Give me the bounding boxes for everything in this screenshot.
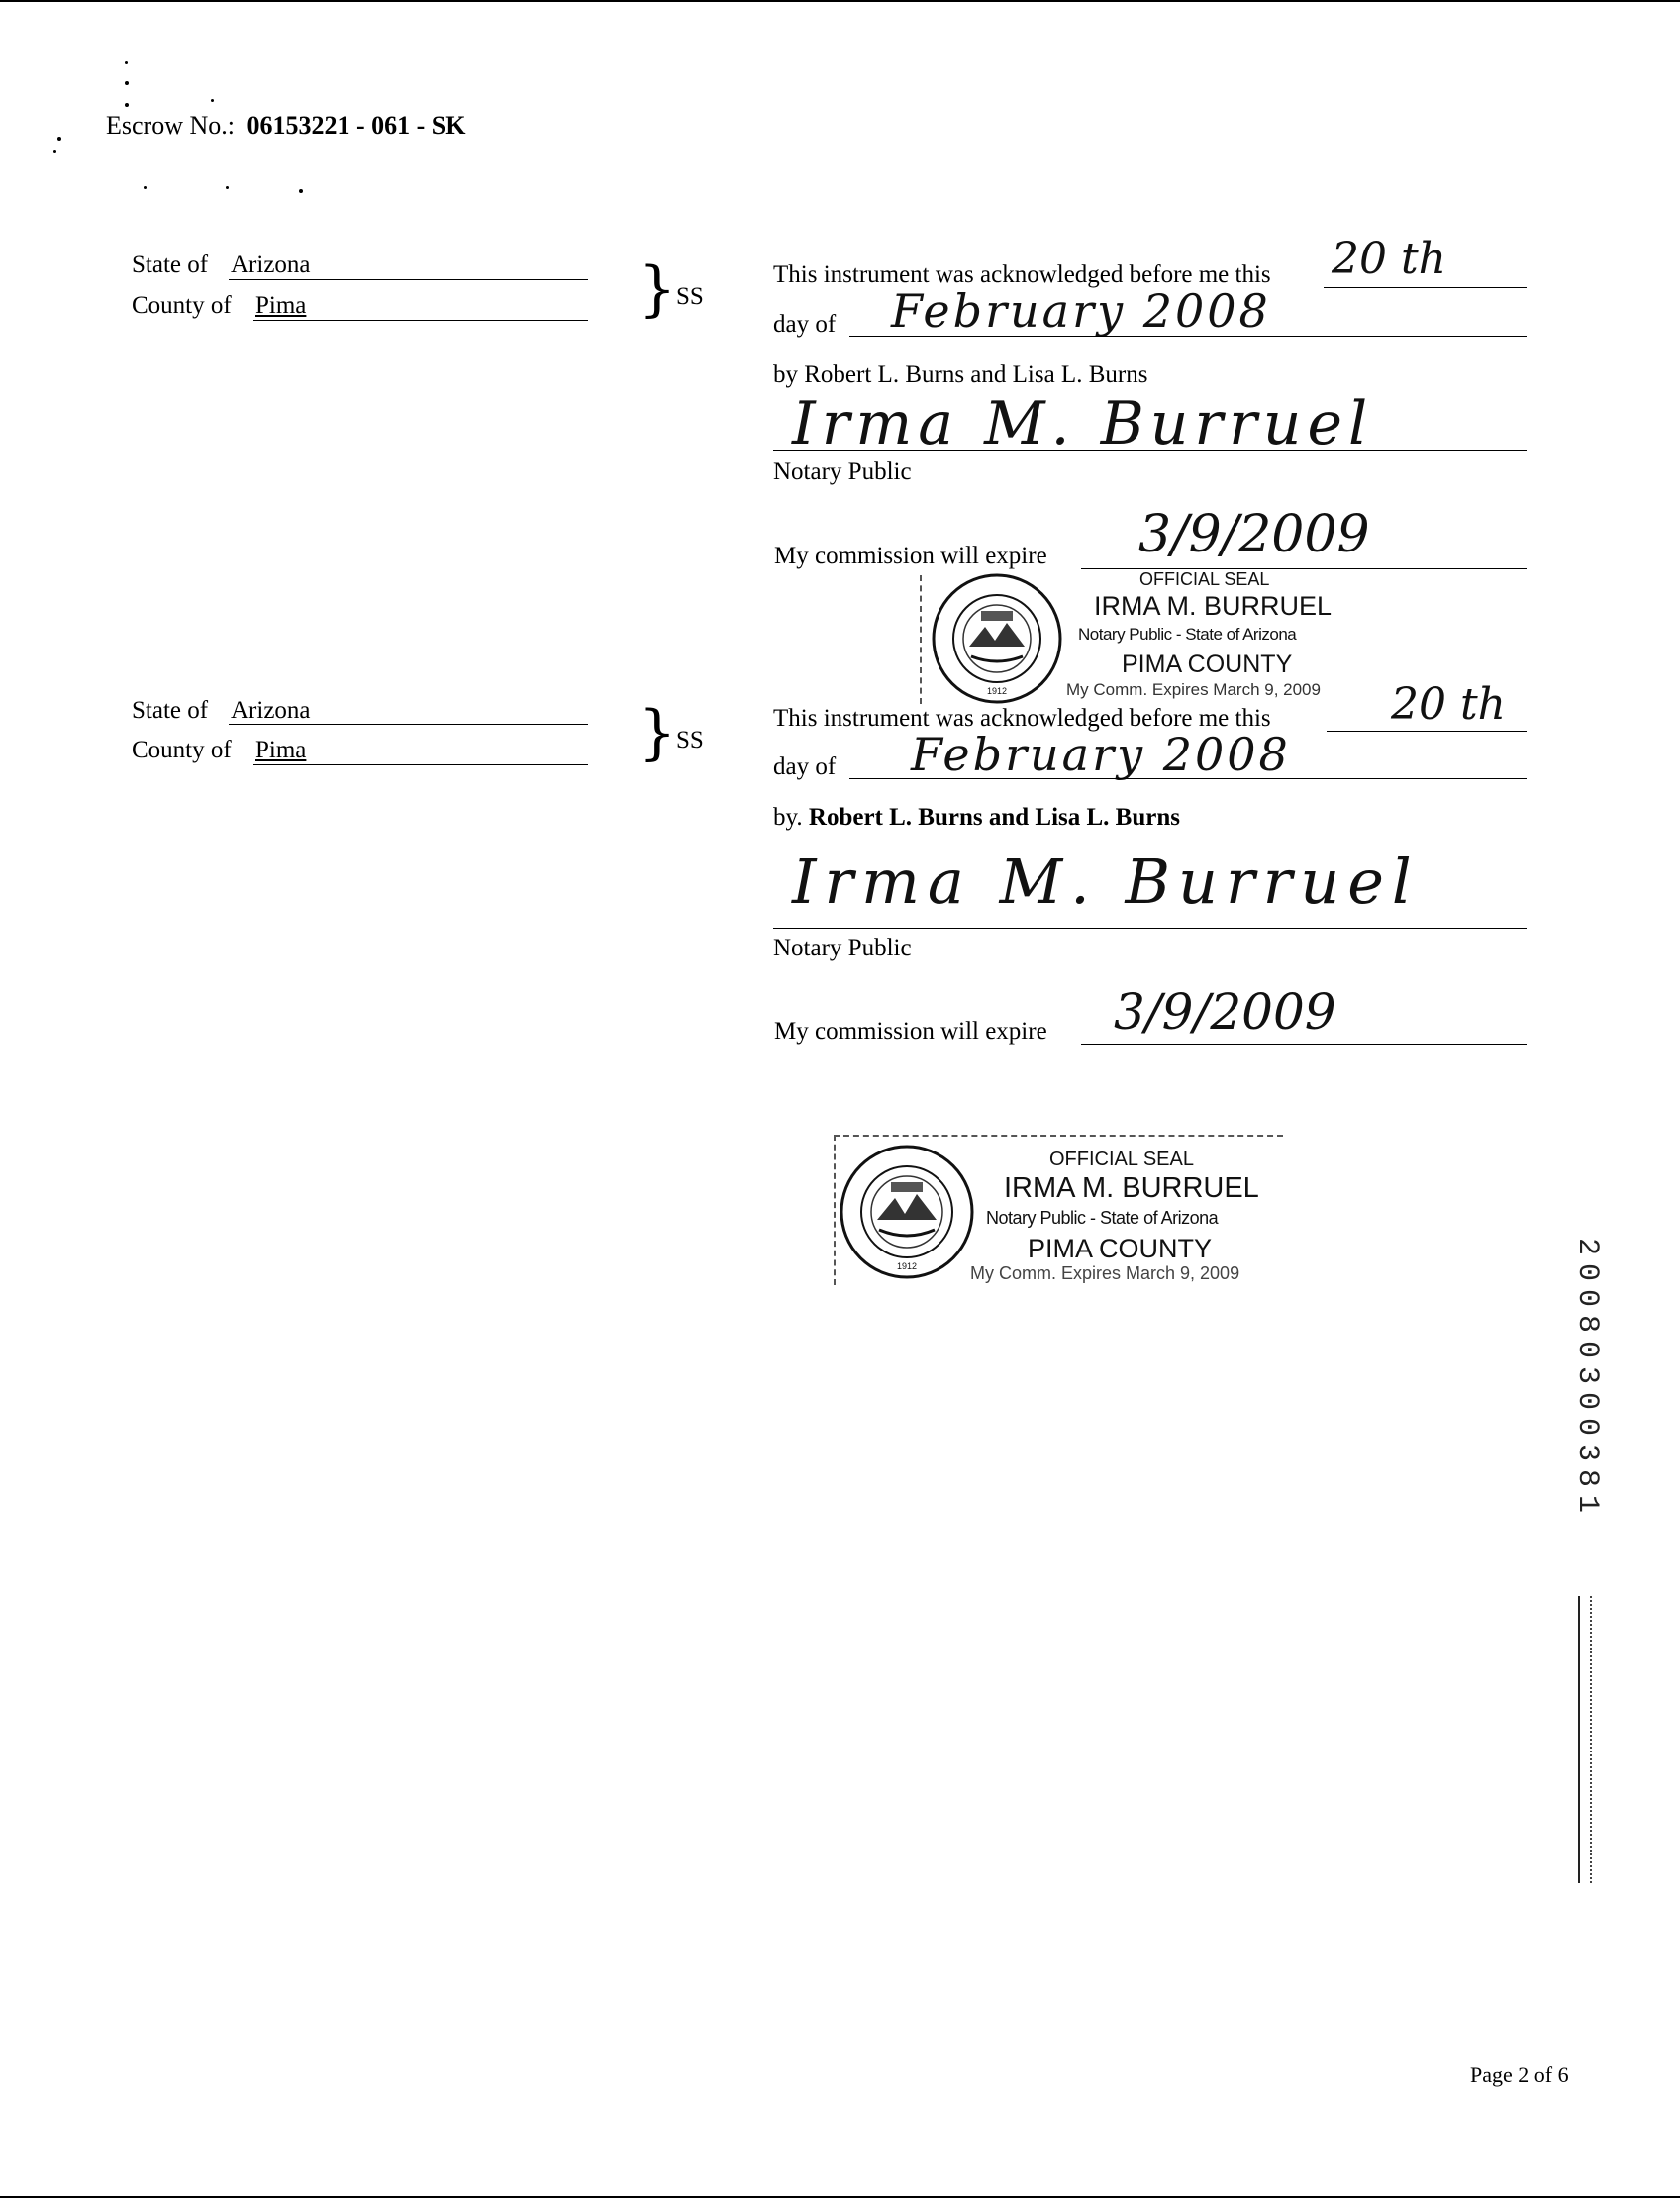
scan-border-bottom	[0, 2196, 1680, 2198]
notary-public-label: Notary Public	[773, 458, 912, 485]
escrow-line	[106, 111, 465, 141]
by-names: Robert L. Burns and Lisa L. Burns	[808, 804, 1180, 831]
state-underline	[229, 724, 588, 725]
notary-seal-2	[824, 1135, 1289, 1288]
commission-label: My commission will expire	[774, 543, 1047, 569]
commission-handwritten: 3/9/2009	[1138, 505, 1370, 564]
county-underline	[253, 764, 588, 765]
seal-expires: My Comm. Expires March 9, 2009	[1066, 680, 1321, 699]
commission-underline	[1081, 1044, 1527, 1045]
scan-speck	[57, 137, 61, 141]
seal-title: Notary Public - State of Arizona	[1078, 625, 1297, 644]
signature-underline	[773, 450, 1527, 451]
day-of-underline	[849, 778, 1527, 779]
scan-speck	[125, 81, 129, 85]
side-recording-stamp	[1570, 1238, 1604, 1521]
page-number: Page 2 of 6	[1470, 2062, 1569, 2087]
notary-public-label: Notary Public	[773, 935, 912, 961]
day-of-handwritten: February 2008	[891, 284, 1271, 338]
commission-label: My commission will expire	[774, 1018, 1047, 1045]
scan-speck	[53, 150, 56, 153]
by-line	[773, 803, 1180, 833]
scan-speck	[299, 189, 303, 193]
notary-signature: Irma M. Burruel	[792, 846, 1420, 918]
by-prefix: by.	[773, 804, 803, 831]
ack-text: This instrument was acknowledged before me this	[773, 705, 1271, 732]
side-stamp-number: 20080300381	[1570, 1238, 1604, 1522]
scan-speck	[226, 186, 229, 189]
arizona-state-seal-icon	[838, 1143, 976, 1281]
seal-heading: OFFICIAL SEAL	[1049, 1149, 1194, 1170]
commission-handwritten: 3/9/2009	[1114, 983, 1336, 1041]
svg-text:1912: 1912	[986, 686, 1008, 696]
county-underline	[253, 320, 588, 321]
side-stamp-mark	[1578, 1596, 1592, 1883]
county-value: Pima	[255, 737, 307, 763]
seal-name: IRMA M. BURRUEL	[1004, 1172, 1259, 1204]
county-label: County of	[132, 737, 232, 763]
day-of-label: day of	[773, 753, 837, 780]
seal-county: PIMA COUNTY	[1028, 1234, 1213, 1263]
arizona-state-seal-icon	[930, 571, 1064, 706]
scan-speck	[144, 186, 147, 189]
notary-signature: Irma M. Burruel	[792, 389, 1374, 458]
seal-county: PIMA COUNTY	[1122, 651, 1293, 678]
seal-heading: OFFICIAL SEAL	[1139, 569, 1270, 589]
seal-name: IRMA M. BURRUEL	[1094, 591, 1333, 621]
state-value: Arizona	[231, 697, 311, 724]
state-value: Arizona	[231, 251, 311, 278]
state-label: State of	[132, 697, 209, 724]
county-value: Pima	[255, 292, 307, 319]
ack-day-underline	[1324, 287, 1527, 288]
day-of-underline	[849, 336, 1527, 337]
brace-symbol: }	[639, 254, 677, 324]
ack-day-handwritten: 20 th	[1332, 234, 1446, 284]
county-label: County of	[132, 292, 232, 319]
seal-title: Notary Public - State of Arizona	[986, 1208, 1219, 1228]
scan-speck	[125, 61, 128, 64]
svg-text:1912: 1912	[896, 1261, 918, 1271]
ss-label: SS	[676, 727, 704, 753]
notary-seal-1	[916, 569, 1381, 708]
signature-underline	[773, 928, 1527, 929]
escrow-number: 06153221 - 061 - SK	[247, 111, 466, 140]
seal-expires: My Comm. Expires March 9, 2009	[970, 1263, 1240, 1283]
ack-day-handwritten: 20 th	[1391, 679, 1506, 730]
scan-border-top	[0, 0, 1680, 2]
ack-text: This instrument was acknowledged before me this	[773, 261, 1271, 288]
state-underline	[229, 279, 588, 280]
scan-speck	[211, 99, 214, 102]
state-label: State of	[132, 251, 209, 278]
ack-day-underline	[1327, 731, 1527, 732]
scan-speck	[125, 103, 129, 107]
day-of-handwritten: February 2008	[911, 728, 1291, 781]
by-text: by Robert L. Burns and Lisa L. Burns	[773, 361, 1148, 388]
ss-label: SS	[676, 283, 704, 310]
day-of-label: day of	[773, 311, 837, 338]
escrow-label: Escrow No.:	[106, 111, 235, 140]
brace-symbol: }	[639, 698, 677, 767]
